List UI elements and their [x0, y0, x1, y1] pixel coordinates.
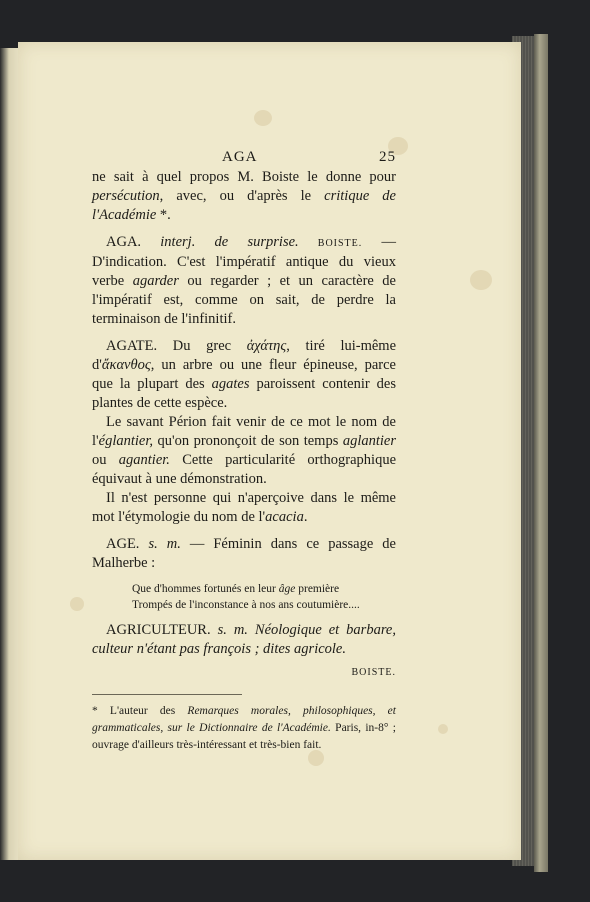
- text-run: Il n'est personne qui n'aperçoive dans le même mot l'étymologie du nom de l': [92, 490, 396, 525]
- small-caps-run: BOISTE.: [298, 238, 363, 249]
- page-text: [92, 148, 396, 754]
- footnote-rule: [92, 694, 242, 695]
- text-run: ou regarder ; et un caractère de l'impératif est, comme on sait, de perdre la terminaison de l'infinitif.: [92, 273, 396, 327]
- text-run: Du grec: [157, 338, 247, 354]
- entry-headword: AGE.: [106, 536, 140, 552]
- text-run: qu'on prononçoit de son temps: [153, 433, 343, 449]
- italic-run: persécution: [92, 188, 160, 204]
- book-cover-edge: [534, 34, 548, 872]
- text-run: Le savant Périon fait venir de ce mot le nom de l': [92, 414, 396, 449]
- text-run: — D'indication. C'est l'impératif antique du vieux verbe: [92, 234, 397, 289]
- italic-run: s. m. Néologique et barbare, culteur n'étant pas françois ; dites agricole.: [92, 622, 396, 657]
- text-run: , un arbre ou une fleur épineuse, parce que la plupart des: [92, 357, 396, 392]
- page-number: 25: [379, 149, 396, 165]
- text-run: Paris, in-8° ; ouvrage d'ailleurs très-intéressant et très-bien fait.: [92, 722, 396, 751]
- foxing-spot: [254, 110, 272, 126]
- entry-agriculteur: [92, 621, 396, 659]
- entry-agate: [92, 337, 396, 413]
- paragraph-perion: [92, 413, 396, 489]
- text-run: paroissent contenir des plantes de cette espèce.: [92, 376, 396, 411]
- italic-run: agarder: [132, 273, 179, 289]
- entry-headword: AGA.: [106, 234, 161, 250]
- italic-run: agates: [211, 376, 250, 392]
- foxing-spot: [70, 597, 84, 611]
- footnote: [92, 703, 396, 754]
- text-run: , avec, ou d'après le: [159, 188, 325, 204]
- text-run: première: [295, 583, 340, 595]
- italic-run: s. m.: [139, 536, 181, 552]
- italic-run: aglantier: [342, 433, 396, 449]
- italic-run: acacia: [265, 509, 304, 525]
- italic-run: critique de l'Académie: [92, 188, 396, 223]
- text-run: ou: [92, 452, 119, 468]
- italic-run: agantier.: [118, 452, 170, 468]
- entry-aga: [92, 233, 396, 329]
- foxing-spot: [470, 270, 492, 290]
- entry-age: [92, 535, 396, 573]
- text-run: .: [303, 509, 308, 525]
- entry-headword: AGRICULTEUR.: [106, 622, 211, 638]
- italic-run: âge: [278, 583, 296, 595]
- italic-run: églantier,: [98, 433, 154, 449]
- text-run: *.: [156, 207, 171, 223]
- left-page-edge: [0, 48, 20, 860]
- italic-run: interj. de surprise.: [160, 234, 299, 250]
- verse-line: [132, 581, 396, 597]
- text-run: Cette particularité orthographique équivaut à une démonstration.: [92, 452, 396, 487]
- text-run: — Féminin dans ce passage de Malherbe :: [92, 536, 396, 571]
- text-run: ne sait à quel propos M. Boiste le donne pour: [92, 169, 396, 185]
- running-head-title: AGA: [222, 149, 258, 165]
- foxing-spot: [438, 724, 448, 734]
- verse-quotation: [132, 581, 396, 613]
- running-head: [92, 148, 396, 168]
- italic-run: Remarques morales, philosophiques, et grammaticales, sur le Dictionnaire de l'Académie.: [92, 705, 396, 734]
- greek-word: ἄκανθος: [101, 357, 151, 373]
- text-run: Que d'hommes fortunés en leur: [132, 583, 279, 595]
- verse-line: Trompés de l'inconstance à nos ans coutumière....: [132, 599, 360, 611]
- text-run: , tiré lui-même d': [92, 338, 397, 373]
- text-run: * L'auteur des: [92, 705, 188, 717]
- paragraph-acacia: [92, 489, 396, 527]
- entry-headword: AGATE.: [106, 338, 158, 354]
- attribution-boiste: BOISTE.: [351, 667, 396, 678]
- greek-word: ἀχάτης: [246, 338, 287, 354]
- paragraph-continuation: [92, 168, 396, 225]
